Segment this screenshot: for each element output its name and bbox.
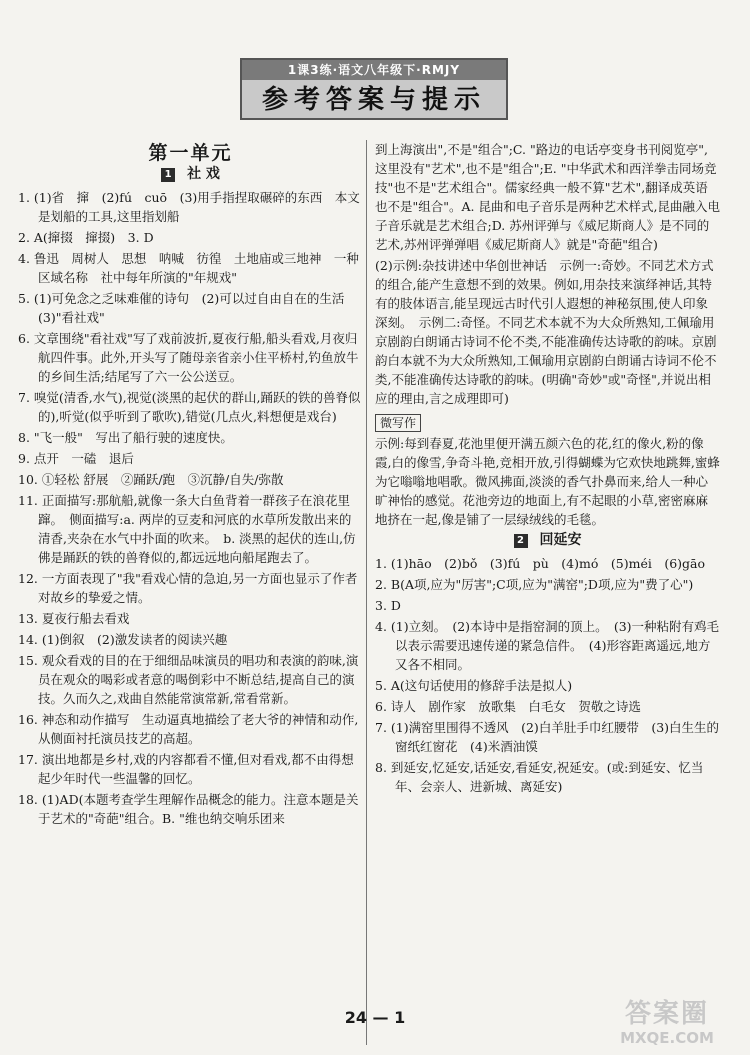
answer-paragraph: (2)示例:杂技讲述中华创世神话 示例一:奇妙。不同艺术方式的组合,能产生意想不到的效果。例如,用杂技来演绎神话,其特有的肢体语言,能呈现远古时代引人遐想的神秘氛围,使人印象深刻。 示例二:奇怪。不同艺术本就不为大众所熟知,工佩瑜用京剧韵白朗诵古诗词不伦不类,不能准确传达诗歌的韵味。京剧韵白本就不为大众所熟知,工佩瑜用京剧韵白朗诵古诗词不伦不类,不能准确传达诗歌的韵味。(明确"奇妙"或"奇怪",并说出相应的理由,言之成理即可) [375,258,717,406]
lesson-title: 回延安 [539,532,582,548]
answer-item: 13. 夏夜行船去看戏 [18,611,130,626]
answer-item: 4. (1)立刻。 (2)本诗中是指窑洞的顶上。 (3)一种粘附有鸡毛以表示需要迅速传递的紧急信件。 (4)形容距离遥远,地方又各不相同。 [375,619,720,672]
watermark-logo [592,999,742,1051]
answer-item: 8. "飞一般" 写出了船行驶的速度快。 [18,430,233,445]
lesson-heading-1 [18,165,363,184]
answer-item: 6. 诗人 剧作家 放歌集 白毛女 贺敬之诗选 [375,699,641,714]
answer-paragraph: 示例:每到春夏,花池里便开满五颜六色的花,红的像火,粉的像霞,白的像雪,争奇斗艳,竞相开放,引得蝴蝶为它欢快地跳舞,蜜蜂为它嗡嗡地唱歌。微风拂面,淡淡的香气扑鼻而来,给人一种心旷神怡的感觉。花池旁边的地面上,有不起眼的小草,密密麻麻地挤在一起,像是铺了一层绿绒线的毛毯。 [375,436,720,527]
answer-item: 6. 文章围绕"看社戏"写了戏前波折,夏夜行船,船头看戏,月夜归航四件事。此外,开头写了随母亲省亲小住平桥村,钓鱼放牛的乡间生活;结尾写了六一公公送豆。 [18,331,359,384]
answer-item: 18. (1)AD(本题考查学生理解作品概念的能力。注意本题是关于艺术的"奇葩"组合。B. "维也纳交响乐团来 [18,792,359,826]
answer-item: 5. A(这句话使用的修辞手法是拟人) [375,678,573,693]
lesson-heading-2 [375,531,720,550]
answer-item: 14. (1)倒叙 (2)激发读者的阅读兴趣 [18,632,228,647]
right-column [375,140,720,798]
answer-paragraph: 到上海演出",不是"组合";C. "路边的电话亭变身书刊阅览亭",这里没有"艺术",也不是"组合";E. "中华武术和西洋拳击同场竞技"也不是"艺术组合"。儒家经典一般不算"艺术",翻译成英语也不是"组合"。A. 昆曲和电子音乐是两种艺术样式,昆曲融入电子音乐就是艺术组合;D. 苏州评弹与《威尼斯商人》是不同的艺术,苏州评弹弹唱《威尼斯商人》就是"奇葩"组合) [375,142,720,252]
answer-item: 10. ①轻松 舒展 ②踊跃/跑 ③沉静/自失/弥散 [18,472,284,487]
section-tag: 微写作 [375,414,421,432]
watermark-text: 答案圈 [624,999,709,1029]
page-header [240,58,508,120]
page-number: 24 — 1 [344,1008,406,1027]
unit-title: 第一单元 [148,142,233,164]
answer-item: 2. B(A项,应为"厉害";C项,应为"满窑";D项,应为"费了心") [375,577,694,592]
answer-item: 16. 神态和动作描写 生动逼真地描绘了老大爷的神情和动作,从侧面衬托演员技艺的高超。 [18,712,359,746]
watermark-url: MXQE.COM [620,1029,714,1047]
answer-item: 12. 一方面表现了"我"看戏心情的急迫,另一方面也显示了作者对故乡的挚爱之情。 [18,571,358,605]
answer-item: 3. D [375,598,401,613]
lesson-number-badge: 2 [514,534,528,548]
header-subtitle: 1课3练·语文八年级下·RMJY [242,60,506,80]
answer-item: 9. 点开 一磕 退后 [18,451,134,466]
answer-item: 15. 观众看戏的目的在于细细品味演员的唱功和表演的韵味,演员在观众的喝彩或者意的喝倒彩中不断总结,提高自己的演技。久而久之,戏曲自然能常演常新,常看常新。 [18,653,359,706]
header-title: 参考答案与提示 [261,85,486,115]
column-divider [366,140,367,1045]
answer-item: 1. (1)省 撺 (2)fú cuō (3)用手指捏取碾碎的东西 本文是划船的工具,这里指划船 [18,190,360,224]
left-column [18,140,363,830]
answer-item: 5. (1)可免念之乏味难催的诗句 (2)可以过自由自在的生活 (3)"看社戏" [18,291,357,325]
lesson-number-badge: 1 [161,168,175,182]
answer-item: 4. 鲁迅 周树人 思想 呐喊 彷徨 土地庙或三地神 一种区域名称 社中每年所演的"年规戏" [18,251,359,285]
answer-item: 11. 正面描写:那航船,就像一条大白鱼背着一群孩子在浪花里蹿。 侧面描写:a. 两岸的豆麦和河底的水草所发散出来的清香,夹杂在水气中扑面的吹来。 b. 淡黑的起伏的连山,仿佛是踊跃的铁的兽脊似的,都远远地向船尾跑去了。 [18,493,356,565]
answer-item: 17. 演出地都是乡村,戏的内容都看不懂,但对看戏,都不由得想起少年时代一些温馨的回忆。 [18,752,354,786]
lesson-title: 社 戏 [187,166,220,182]
answer-item: 8. 到延安,忆延安,话延安,看延安,祝延安。(或:到延安、忆当年、会亲人、进新城、离延安) [375,760,704,794]
answer-item: 2. A(撺掇 撺掇) 3. D [18,230,154,245]
answer-item: 7. 嗅觉(清香,水气),视觉(淡黑的起伏的群山,踊跃的铁的兽脊似的),听觉(似乎听到了歌吹),错觉(几点火,料想便是戏台) [18,390,361,424]
answer-item: 7. (1)满窑里围得不透风 (2)白羊肚手巾红腰带 (3)白生生的窗纸红窗花 (4)米酒油馍 [375,720,720,754]
answer-item: 1. (1)hāo (2)bǒ (3)fú pù (4)mó (5)méi (6)gāo [375,556,706,571]
